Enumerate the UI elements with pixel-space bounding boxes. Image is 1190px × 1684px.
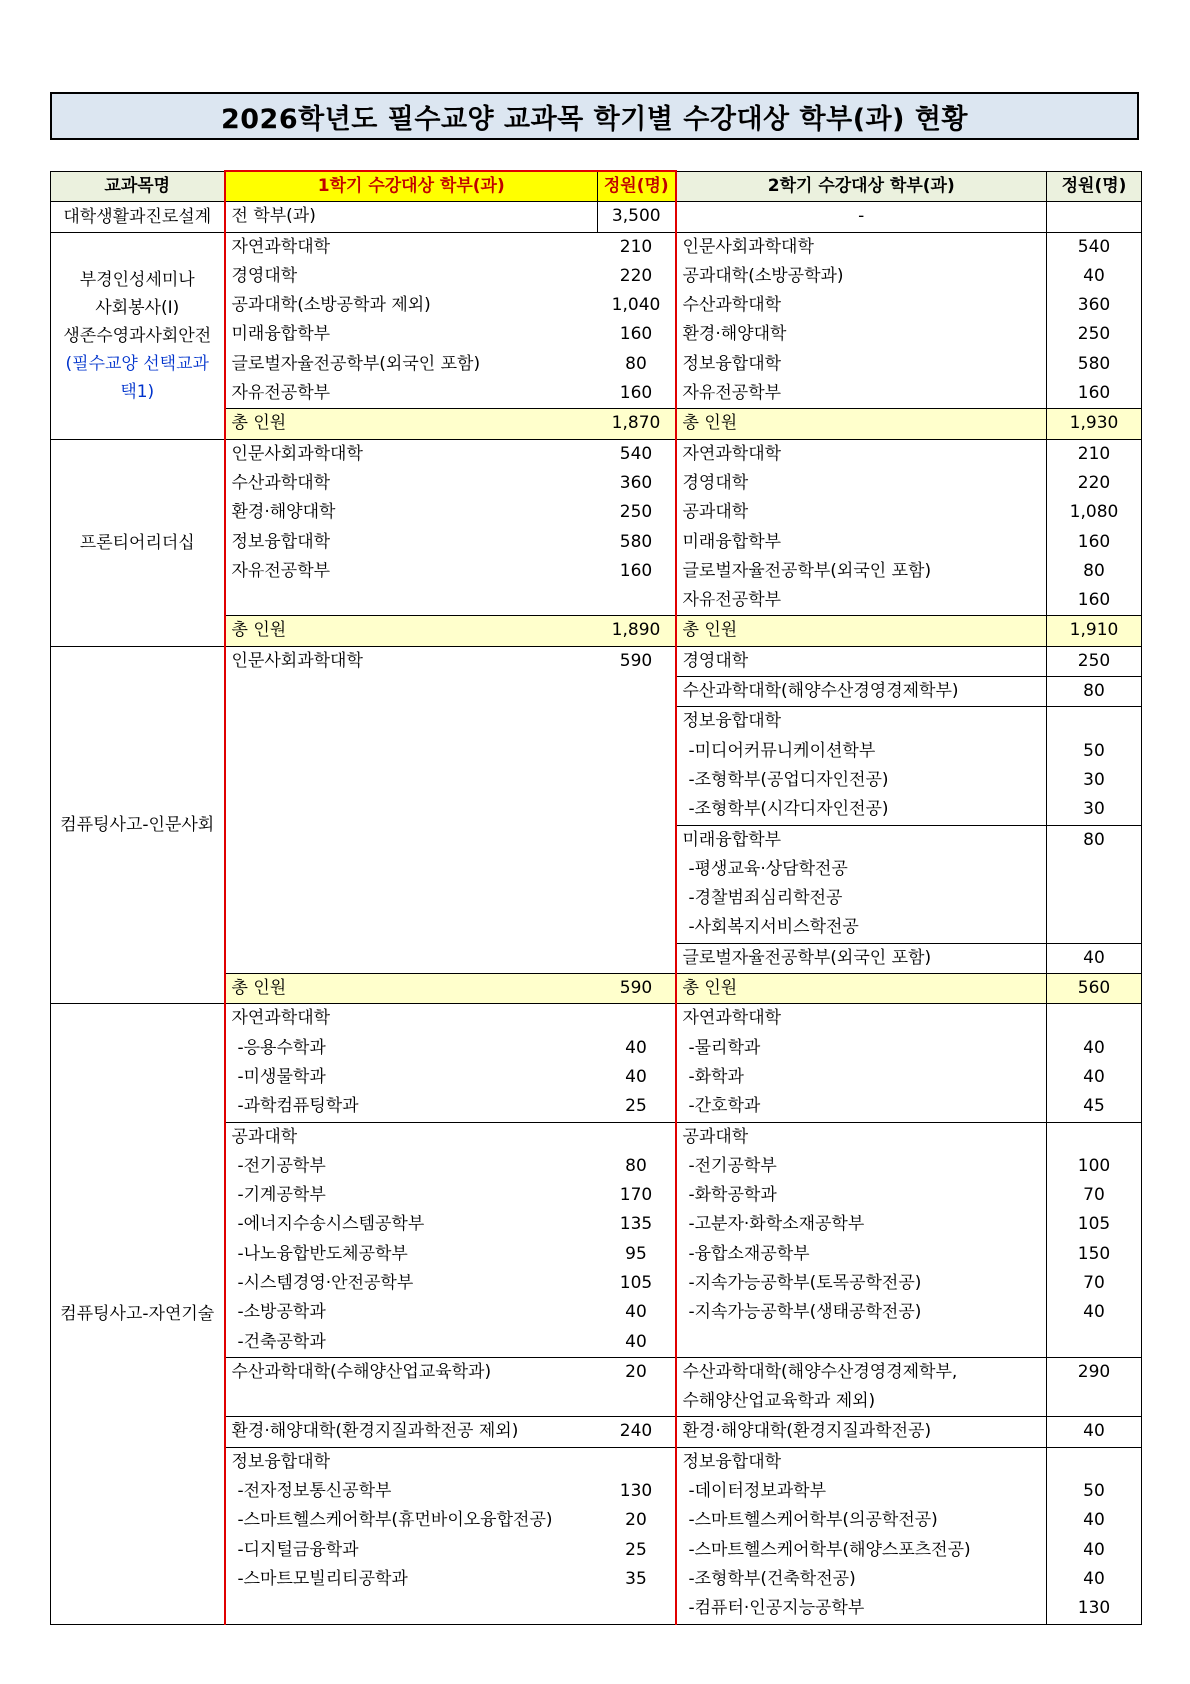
sem2-quota: 40 [1047, 943, 1142, 973]
sem2-quota [1047, 1387, 1142, 1417]
sem1-dept: 자연과학대학 [225, 1004, 598, 1034]
sem1-dept: 자유전공학부 [225, 379, 598, 409]
sem2-quota: 150 [1047, 1240, 1142, 1269]
sem2-dept: 수산과학대학(해양수산경영경제학부, [676, 1357, 1047, 1387]
sem2-quota: 360 [1047, 291, 1142, 320]
sem1-dept: 정보융합대학 [225, 1447, 598, 1477]
sem1-dept: 경영대학 [225, 262, 598, 291]
sem2-dept: 수산과학대학(해양수산경영경제학부) [676, 677, 1047, 707]
sem2-quota: 100 [1047, 1152, 1142, 1181]
sem2-dept: -스마트헬스케어학부(해양스포츠전공) [688, 1539, 971, 1560]
sem2-dept: -간호학과 [688, 1096, 761, 1117]
sem1-dept [225, 707, 598, 737]
sem2-quota: 160 [1047, 379, 1142, 409]
sem1-quota [598, 943, 676, 973]
sem2-dept: 정보융합대학 [682, 353, 782, 374]
sem2-quota: 80 [1047, 557, 1142, 586]
table-row [51, 1004, 1142, 1034]
sem1-quota [598, 1004, 676, 1034]
sem1-quota: 20 [598, 1506, 676, 1535]
sem1-dept [225, 1387, 598, 1417]
sem2-dept: 자연과학대학 [676, 1004, 1047, 1034]
sem2-dept: 자유전공학부 [682, 590, 782, 611]
sem2-dept [676, 1328, 1047, 1358]
sem1-dept: -기계공학부 [225, 1181, 598, 1210]
sem2-quota: 30 [1047, 766, 1142, 795]
sem2-quota [1047, 707, 1142, 737]
sem1-quota: 220 [598, 262, 676, 291]
sem2-quota: 30 [1047, 795, 1142, 825]
page-title: 2026학년도 필수교양 교과목 학기별 수강대상 학부(과) 현황 [50, 92, 1139, 140]
sem1-quota: 40 [598, 1328, 676, 1358]
sem2-quota: 40 [1047, 1063, 1142, 1092]
sem2-dept: 총 인원 [676, 616, 1047, 646]
sem1-quota: 160 [598, 379, 676, 409]
sem2-quota: 40 [1047, 1536, 1142, 1565]
sem2-quota: 40 [1047, 262, 1142, 291]
sem2-dept: -전기공학부 [688, 1155, 777, 1176]
sem2-quota: 160 [1047, 586, 1142, 616]
sem1-dept: -나노융합반도체공학부 [225, 1240, 598, 1269]
sem1-dept [225, 586, 598, 616]
sem2-quota: 130 [1047, 1594, 1142, 1624]
sem1-quota: 80 [598, 1152, 676, 1181]
sem1-dept: -소방공학과 [225, 1298, 598, 1327]
sem1-quota: 1,870 [598, 409, 676, 439]
sem1-quota: 160 [598, 320, 676, 349]
sem1-quota: 580 [598, 528, 676, 557]
sem2-quota: 40 [1047, 1298, 1142, 1327]
sem2-dept: -조형학부(시각디자인전공) [688, 799, 889, 820]
sem2-quota: 580 [1047, 350, 1142, 379]
sem1-quota [598, 913, 676, 943]
sem1-dept: 인문사회과학대학 [225, 439, 598, 469]
sem2-dept: -컴퓨터·인공지능공학부 [676, 1594, 1047, 1624]
subject-name: 프론티어리더십 [79, 532, 195, 553]
table-row [51, 232, 1142, 262]
sem2-quota: 45 [1047, 1092, 1142, 1122]
sem2-dept: -조형학부(건축학전공) [688, 1568, 856, 1589]
sem2-dept: 경영대학 [676, 646, 1047, 676]
sem1-dept: 공과대학(소방공학과 제외) [225, 291, 598, 320]
sem1-dept [225, 825, 598, 855]
sem1-quota [598, 855, 676, 884]
sem1-dept: -디지털금융학과 [225, 1536, 598, 1565]
sem1-quota [598, 737, 676, 766]
sem2-dept: -고분자·화학소재공학부 [688, 1214, 865, 1235]
sem1-dept [225, 1594, 598, 1624]
sem1-quota [598, 1387, 676, 1417]
subject-cell [51, 202, 225, 232]
table-body [51, 171, 1142, 1624]
sem2-quota: 40 [1047, 1565, 1142, 1594]
sem2-quota: 220 [1047, 469, 1142, 498]
sem1-dept: -에너지수송시스템공학부 [225, 1210, 598, 1239]
sem1-quota: 170 [598, 1181, 676, 1210]
sem2-dept: -화학과 [688, 1066, 744, 1087]
sem2-quota: 70 [1047, 1269, 1142, 1298]
sem1-dept: 수산과학대학(수해양산업교육학과) [225, 1357, 598, 1387]
sem2-dept: 자유전공학부 [682, 383, 782, 404]
sem1-quota: 540 [598, 439, 676, 469]
sem1-quota: 590 [598, 646, 676, 676]
sem1-quota: 135 [598, 1210, 676, 1239]
sem2-dept: 공과대학 [676, 1122, 1047, 1152]
sem2-dept: 환경·해양대학(환경지질과학전공) [676, 1417, 1047, 1447]
sem2-dept: 글로벌자율전공학부(외국인 포함) [682, 560, 932, 581]
sem2-quota [1047, 1328, 1142, 1358]
sem2-quota: 1,930 [1047, 409, 1142, 439]
sem1-quota: 240 [598, 1417, 676, 1447]
sem2-dept: -평생교육·상담학전공 [688, 858, 848, 879]
sem2-quota: 80 [1047, 677, 1142, 707]
sem2-quota [1047, 884, 1142, 913]
sem2-quota: 105 [1047, 1210, 1142, 1239]
sem1-dept: -미생물학과 [225, 1063, 598, 1092]
sem1-dept: 자연과학대학 [225, 232, 598, 262]
sem2-dept: -미디어커뮤니케이션학부 [688, 740, 876, 761]
table-row [51, 439, 1142, 469]
sem1-dept: 자유전공학부 [225, 557, 598, 586]
sem1-quota: 1,040 [598, 291, 676, 320]
sem1-quota: 40 [598, 1063, 676, 1092]
subject-cell [51, 646, 225, 1004]
sem2-dept: -화학공학과 [688, 1185, 777, 1206]
sem2-quota: 560 [1047, 974, 1142, 1004]
sem1-dept: -건축공학과 [225, 1328, 598, 1358]
sem2-dept: -지속가능공학부(토목공학전공) [688, 1272, 922, 1293]
sem1-dept: 총 인원 [225, 616, 598, 646]
sem2-dept: 총 인원 [676, 409, 1047, 439]
sem2-quota [1047, 1447, 1142, 1477]
sem2-dept: 경영대학 [682, 472, 749, 493]
sem1-dept [225, 766, 598, 795]
sem1-quota [598, 884, 676, 913]
sem2-dept: 미래융합학부 [682, 531, 782, 552]
sem1-dept [225, 737, 598, 766]
sem1-dept: 공과대학 [225, 1122, 598, 1152]
sem1-quota [598, 795, 676, 825]
sem2-quota [1047, 855, 1142, 884]
sem2-quota: 1,910 [1047, 616, 1142, 646]
sem1-quota: 20 [598, 1357, 676, 1387]
sem1-quota: 3,500 [598, 202, 676, 232]
sem2-dept: 정보융합대학 [676, 1447, 1047, 1477]
sem2-dept: 공과대학 [682, 502, 749, 523]
sem2-dept: -경찰범죄심리학전공 [688, 888, 843, 909]
sem2-dept: 정보융합대학 [676, 707, 1047, 737]
sem2-quota: 250 [1047, 320, 1142, 349]
subject-cell [51, 1004, 225, 1624]
subject-name: 부경인성세미나 [79, 269, 195, 290]
sem2-dept: - [676, 202, 1047, 232]
sem1-quota [598, 1594, 676, 1624]
sem1-dept: 환경·해양대학(환경지질과학전공 제외) [225, 1417, 598, 1447]
sem2-quota: 160 [1047, 528, 1142, 557]
sem1-dept: -스마트헬스케어학부(휴먼바이오융합전공) [225, 1506, 598, 1535]
sem1-dept [225, 855, 598, 884]
sem1-dept: 환경·해양대학 [225, 498, 598, 527]
sem2-dept: 공과대학(소방공학과) [682, 265, 844, 286]
sem1-quota [598, 825, 676, 855]
sem1-quota [598, 766, 676, 795]
sem2-quota: 50 [1047, 1477, 1142, 1506]
sem1-dept: 미래융합학부 [225, 320, 598, 349]
sem1-dept [225, 795, 598, 825]
sem2-quota: 80 [1047, 825, 1142, 855]
sem1-dept: 전 학부(과) [225, 202, 598, 232]
sem2-dept: -지속가능공학부(생태공학전공) [688, 1302, 922, 1323]
sem2-dept: 인문사회과학대학 [676, 232, 1047, 262]
sem1-dept: 수산과학대학 [225, 469, 598, 498]
sem2-dept: -스마트헬스케어학부(의공학전공) [688, 1510, 938, 1531]
subject-note: 택1) [120, 381, 155, 402]
sem2-quota [1047, 1122, 1142, 1152]
subject-name: 생존수영과사회안전 [63, 325, 212, 346]
sem1-quota: 250 [598, 498, 676, 527]
sem2-dept: -조형학부(공업디자인전공) [688, 769, 889, 790]
sem1-quota: 35 [598, 1565, 676, 1594]
subject-note: (필수교양 선택교과 [65, 353, 209, 374]
header-sem2-quota: 정원(명) [1047, 171, 1142, 202]
table-row [51, 646, 1142, 676]
sem2-quota: 40 [1047, 1417, 1142, 1447]
subject-name: 사회봉사(I) [95, 297, 180, 318]
subject-name: 컴퓨팅사고-인문사회 [60, 815, 215, 836]
sem2-quota [1047, 913, 1142, 943]
header-subject: 교과목명 [51, 171, 225, 202]
sem2-quota: 540 [1047, 232, 1142, 262]
sem1-dept: -응용수학과 [225, 1034, 598, 1063]
subject-cell [51, 232, 225, 439]
sem2-dept: 미래융합학부 [676, 825, 1047, 855]
sem2-quota: 210 [1047, 439, 1142, 469]
subject-name: 대학생활과진로설계 [63, 206, 212, 227]
enrollment-table [50, 170, 1142, 1625]
sem2-dept: 수산과학대학 [682, 295, 782, 316]
sem2-dept: -데이터정보과학부 [688, 1481, 827, 1502]
sem1-quota: 105 [598, 1269, 676, 1298]
sem2-dept: -물리학과 [688, 1037, 761, 1058]
sem2-quota: 50 [1047, 737, 1142, 766]
sem1-quota [598, 1122, 676, 1152]
sem2-quota [1047, 1004, 1142, 1034]
sem1-quota [598, 1447, 676, 1477]
sem1-dept: -스마트모빌리티공학과 [225, 1565, 598, 1594]
sem1-dept: 인문사회과학대학 [225, 646, 598, 676]
sem1-quota: 95 [598, 1240, 676, 1269]
sem1-quota: 160 [598, 557, 676, 586]
sem1-quota: 25 [598, 1092, 676, 1122]
sem1-quota: 40 [598, 1298, 676, 1327]
sem1-dept: -시스템경영·안전공학부 [225, 1269, 598, 1298]
table-row [51, 202, 1142, 232]
header-sem1: 1학기 수강대상 학부(과) [225, 171, 598, 202]
sem1-quota: 25 [598, 1536, 676, 1565]
sem1-dept: -전기공학부 [225, 1152, 598, 1181]
sem1-dept [225, 943, 598, 973]
sem1-quota: 1,890 [598, 616, 676, 646]
sem1-quota: 130 [598, 1477, 676, 1506]
sem2-dept: -사회복지서비스학전공 [688, 917, 859, 938]
sem2-dept: 환경·해양대학 [682, 324, 787, 345]
sem2-dept: 총 인원 [676, 974, 1047, 1004]
sem2-quota: 70 [1047, 1181, 1142, 1210]
sem1-dept: -과학컴퓨팅학과 [225, 1092, 598, 1122]
sem2-quota [1047, 202, 1142, 232]
sem1-quota [598, 707, 676, 737]
sem1-quota: 80 [598, 350, 676, 379]
header-sem1-quota: 정원(명) [598, 171, 676, 202]
subject-name: 컴퓨팅사고-자연기술 [60, 1303, 215, 1324]
sem1-dept: 정보융합대학 [225, 528, 598, 557]
sem1-quota: 590 [598, 974, 676, 1004]
sem1-dept: -전자정보통신공학부 [225, 1477, 598, 1506]
sem2-dept: 수해양산업교육학과 제외) [682, 1391, 876, 1412]
sem2-quota: 40 [1047, 1506, 1142, 1535]
sem1-dept [225, 677, 598, 707]
header-row [51, 171, 1142, 202]
sem1-dept [225, 913, 598, 943]
sem1-quota [598, 586, 676, 616]
sem2-dept: -융합소재공학부 [688, 1243, 810, 1264]
sem1-quota: 210 [598, 232, 676, 262]
subject-cell [51, 439, 225, 646]
sem2-quota: 250 [1047, 646, 1142, 676]
sem1-quota [598, 677, 676, 707]
sem1-dept: 총 인원 [225, 409, 598, 439]
sem1-quota: 360 [598, 469, 676, 498]
sem2-quota: 290 [1047, 1357, 1142, 1387]
sem1-dept [225, 884, 598, 913]
sem1-dept: 총 인원 [225, 974, 598, 1004]
sem2-quota: 1,080 [1047, 498, 1142, 527]
sem1-quota: 40 [598, 1034, 676, 1063]
sem2-dept: 자연과학대학 [676, 439, 1047, 469]
sem2-quota: 40 [1047, 1034, 1142, 1063]
sem1-dept: 글로벌자율전공학부(외국인 포함) [225, 350, 598, 379]
header-sem2: 2학기 수강대상 학부(과) [676, 171, 1047, 202]
sem2-dept: 글로벌자율전공학부(외국인 포함) [676, 943, 1047, 973]
